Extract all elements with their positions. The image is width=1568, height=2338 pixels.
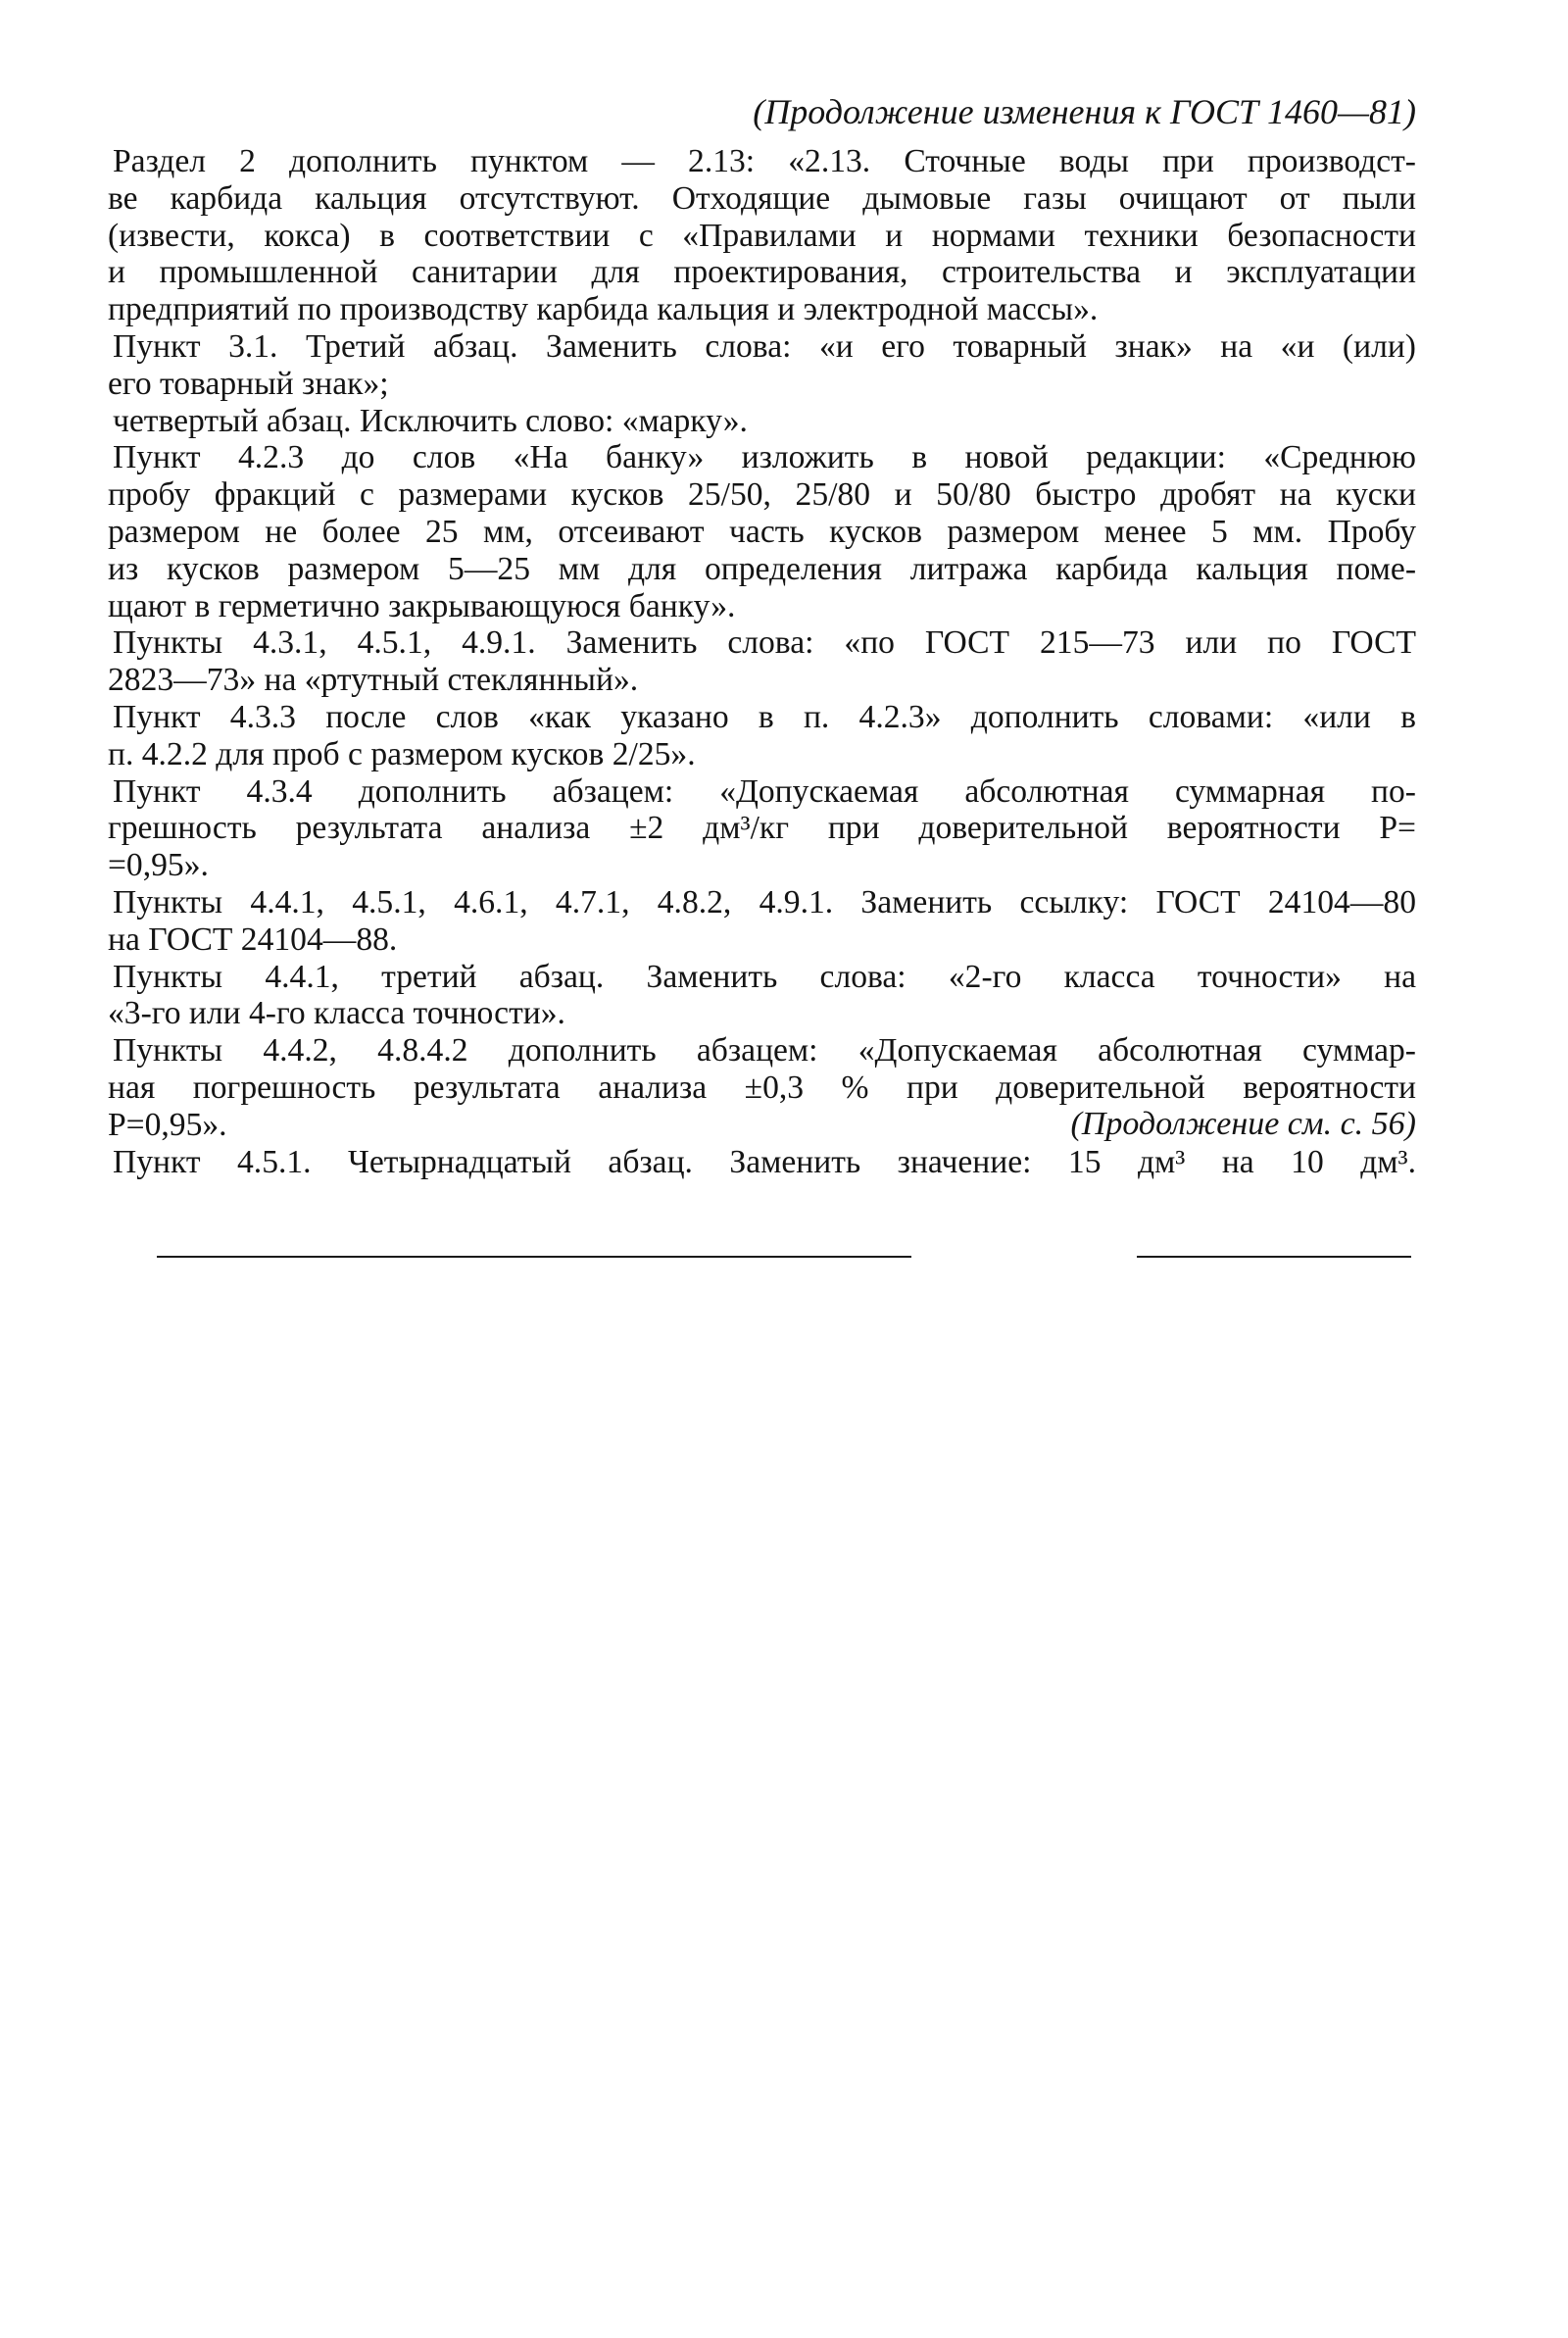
paragraph-section-2 (108, 143, 1416, 328)
text-line: «3-го или 4-го класса точности». (108, 995, 565, 1032)
paragraph-4-3-1 (108, 624, 1416, 699)
text-line: Пункты 4.3.1, 4.5.1, 4.9.1. Заменить слова: «по ГОСТ 215—73 или по ГОСТ (113, 624, 1416, 662)
footer-rule-right (1137, 1256, 1411, 1258)
text-line: грешность результата анализа ±2 дм³/кг при доверительной вероятности Р= (108, 810, 1416, 847)
text-line: Р=0,95». (108, 1106, 227, 1143)
text-line: Раздел 2 дополнить пунктом — 2.13: «2.13. Сточные воды при производст- (113, 143, 1416, 179)
text-line: пробу фракций с размерами кусков 25/50, 25/80 и 50/80 быстро дробят на куски (108, 476, 1416, 514)
text-line: =0,95». (108, 847, 209, 884)
text-line: (извести, кокса) в соответствии с «Правилами и нормами техники безопасности (108, 217, 1416, 254)
text-line: и промышленной санитарии для проектирования, строительства и эксплуатации (108, 254, 1416, 291)
text-line: Пункт 4.3.3 после слов «как указано в п. 4.2.3» дополнить словами: «или в (113, 698, 1416, 735)
text-line: предприятий по производству карбида кальция и электродной массы». (108, 291, 1099, 328)
text-line: Пункт 4.2.3 до слов «На банку» изложить в новой редакции: «Среднюю (113, 439, 1416, 476)
text-line: щают в герметично закрывающуюся банку». (108, 587, 736, 624)
text-line: Пункт 3.1. Третий абзац. Заменить слова: «и его товарный знак» на «и (или) (113, 327, 1416, 365)
text-line: 2823—73» на «ртутный стеклянный». (108, 662, 639, 699)
footer-rule-left (157, 1256, 911, 1258)
text-line: Пункт 4.5.1. Четырнадцатый абзац. Заменить значение: 15 дм³ на 10 дм³. (113, 1143, 1416, 1180)
paragraph-4-4-1-class (108, 959, 1416, 1033)
paragraph-4-5-1 (108, 1144, 1416, 1181)
paragraph-4-2-3 (108, 439, 1416, 624)
text-line: ве карбида кальция отсутствуют. Отходящие дымовые газы очищают от пыли (108, 179, 1416, 217)
continuation-footer: (Продолжение см. с. 56) (1070, 1106, 1416, 1142)
paragraph-4-4-1-ref (108, 884, 1416, 959)
text-line: размером не более 25 мм, отсеивают часть кусков размером менее 5 мм. Пробу (108, 513, 1416, 550)
paragraph-4-3-4 (108, 773, 1416, 884)
paragraph-3-1-fourth (108, 403, 1416, 440)
text-line: четвертый абзац. Исключить слово: «марку». (113, 402, 748, 439)
text-line: его товарный знак»; (108, 365, 389, 402)
text-line: Пункты 4.4.2, 4.8.4.2 дополнить абзацем: «Допускаемая абсолютная суммар- (113, 1032, 1416, 1070)
text-line: Пункт 4.3.4 дополнить абзацем: «Допускаемая абсолютная суммарная по- (113, 772, 1416, 810)
text-line: на ГОСТ 24104—88. (108, 920, 398, 958)
paragraph-3-1 (108, 328, 1416, 403)
text-line: из кусков размером 5—25 мм для определения литража карбида кальция поме- (108, 550, 1416, 587)
continuation-header: (Продолжение изменения к ГОСТ 1460—81) (753, 92, 1416, 131)
paragraph-4-3-3 (108, 699, 1416, 773)
text-line: Пункты 4.4.1, 4.5.1, 4.6.1, 4.7.1, 4.8.2, 4.9.1. Заменить ссылку: ГОСТ 24104—80 (113, 883, 1416, 920)
text-line: п. 4.2.2 для проб с размером кусков 2/25». (108, 735, 696, 772)
amendment-text (108, 143, 1416, 1180)
text-line: ная погрешность результата анализа ±0,3 % при доверительной вероятности (108, 1069, 1416, 1106)
text-line: Пункты 4.4.1, третий абзац. Заменить слова: «2-го класса точности» на (113, 958, 1416, 995)
